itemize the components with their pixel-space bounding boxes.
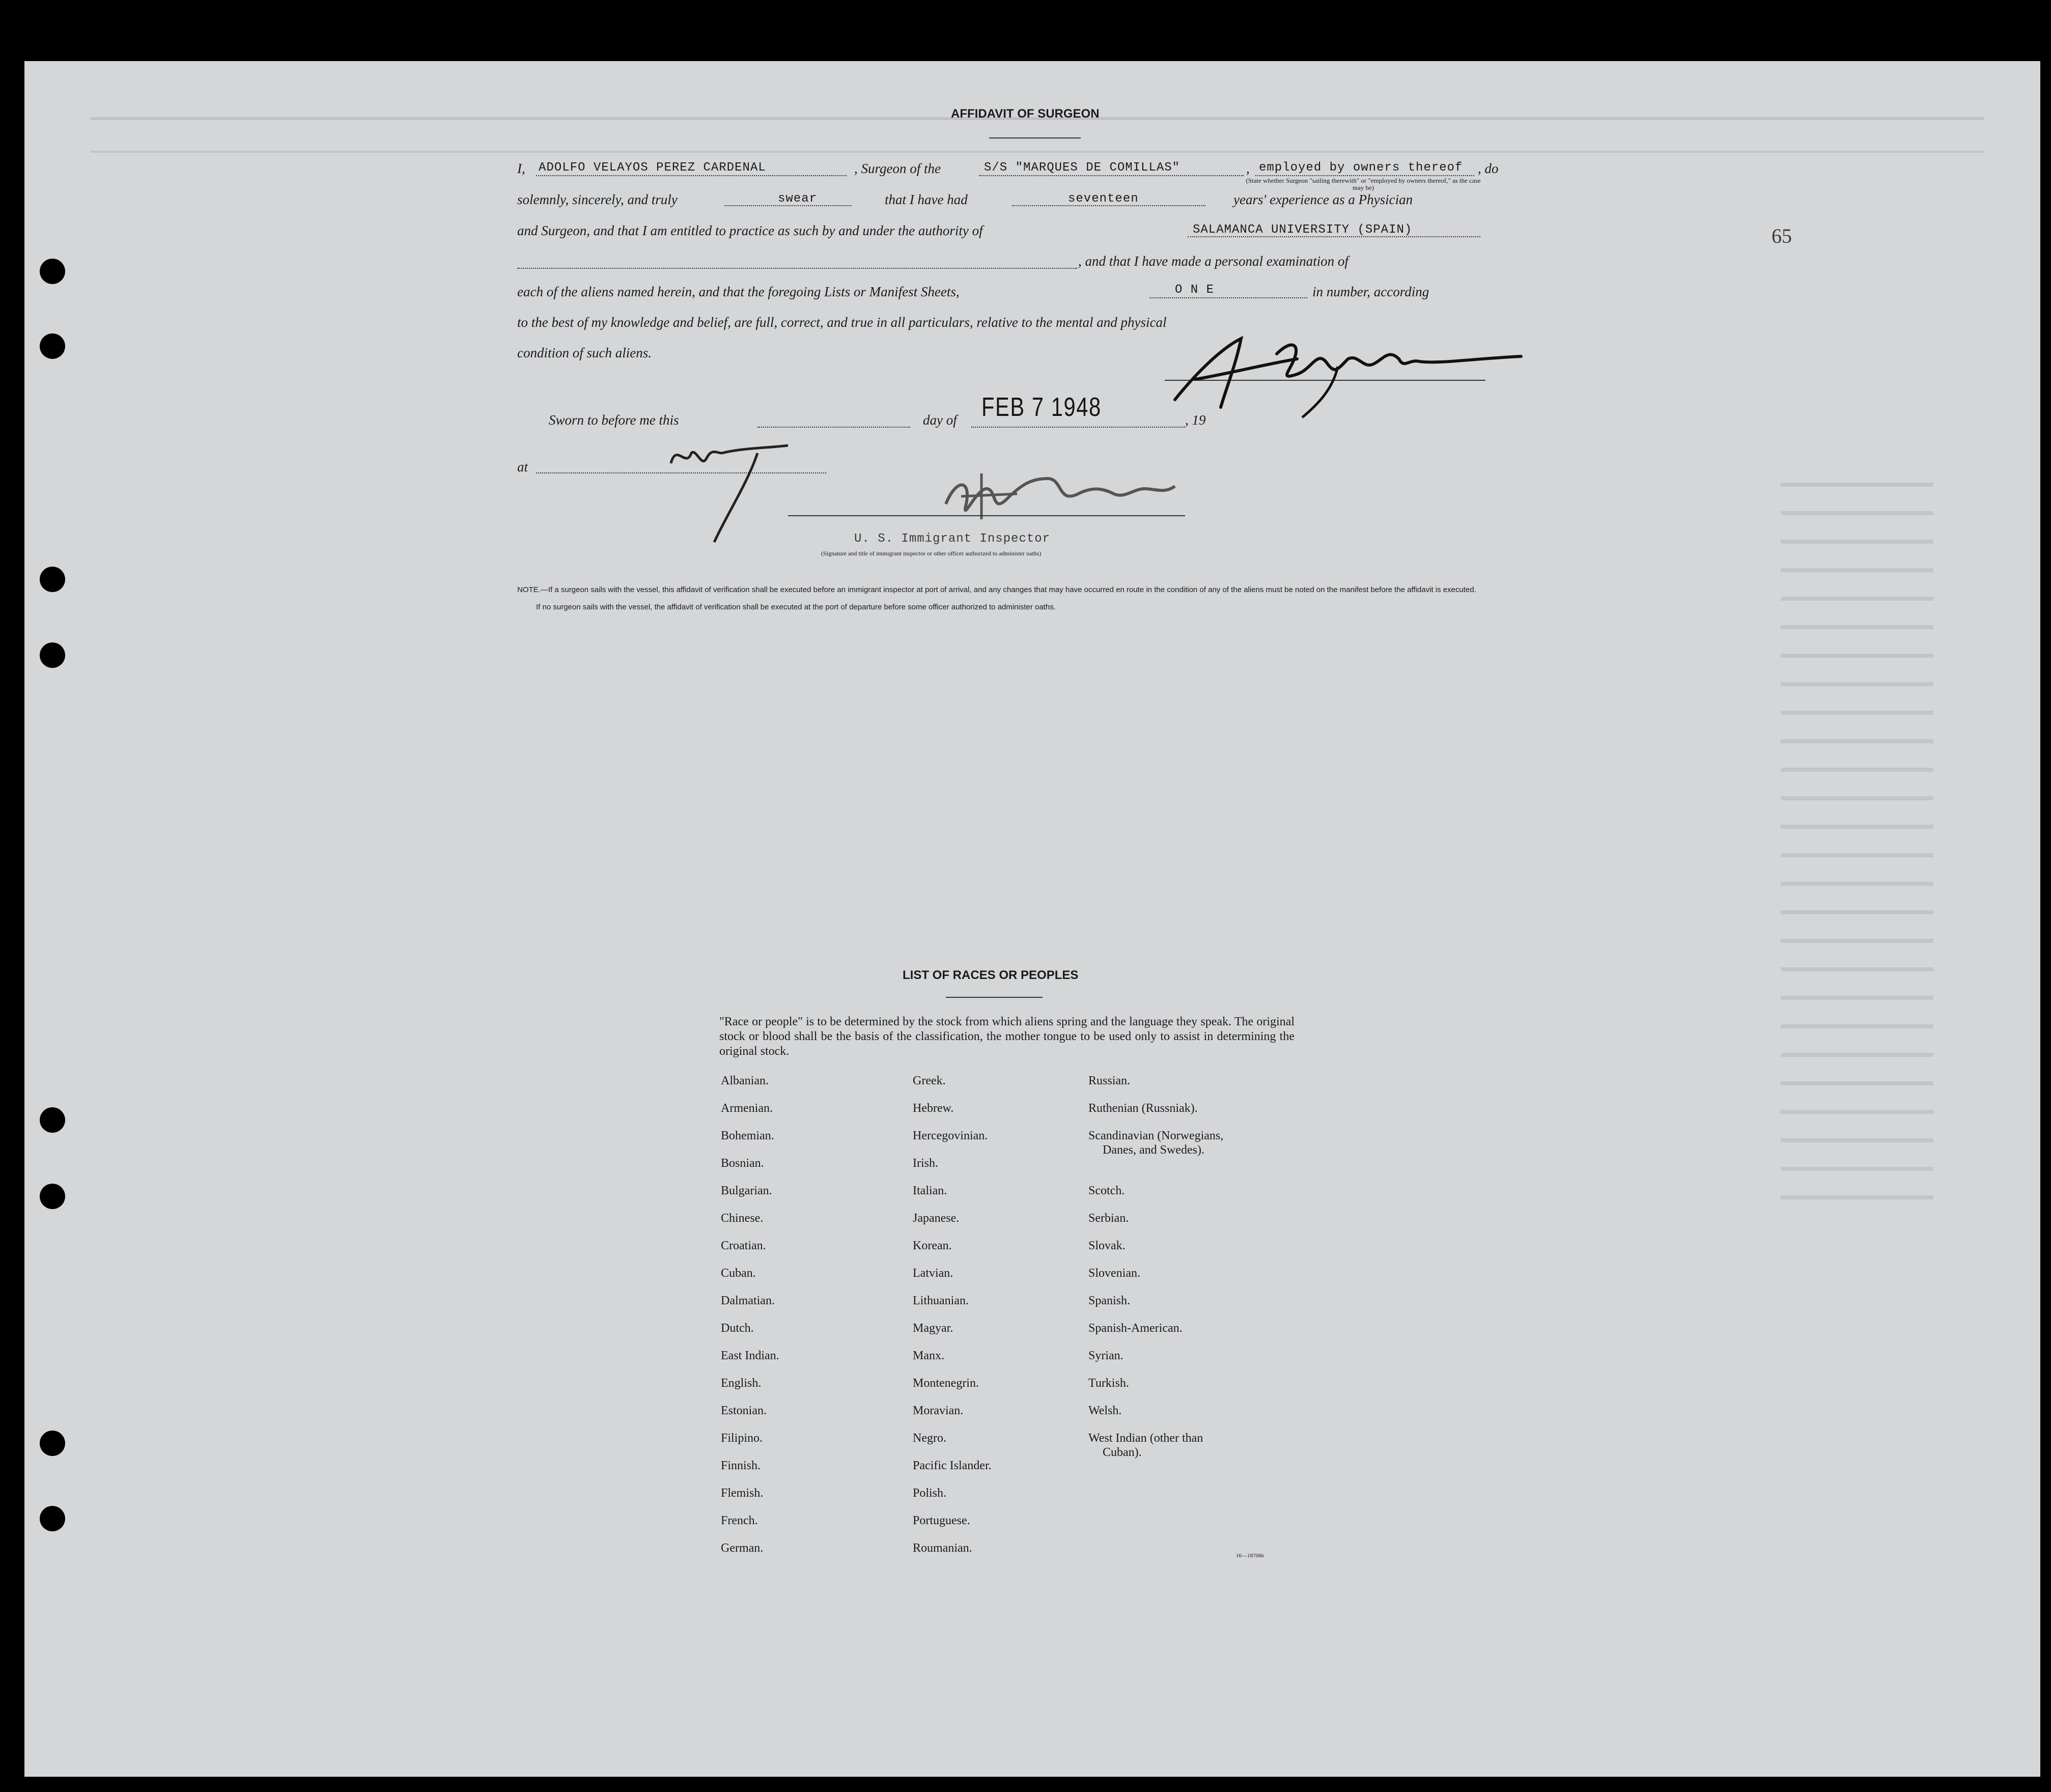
- surgeon-signature: [1165, 318, 1531, 420]
- race-item: Scandinavian (Norwegians,: [1088, 1129, 1224, 1142]
- race-item: Flemish.: [721, 1487, 764, 1500]
- day-of: day of: [923, 412, 957, 428]
- sworn-day-line: [757, 427, 910, 428]
- inspector-signature: [931, 458, 1195, 529]
- race-item: Serbian.: [1088, 1212, 1129, 1225]
- line2-b: that I have had: [885, 192, 968, 207]
- bleed-through-right-column: [1781, 458, 1933, 1222]
- place-handwriting: [666, 433, 798, 545]
- sheets-count: O N E: [1175, 283, 1215, 297]
- race-item: West Indian (other than: [1088, 1432, 1203, 1445]
- years-value: seventeen: [1068, 192, 1139, 206]
- race-item: Latvian.: [913, 1267, 953, 1280]
- employment-line: [1255, 175, 1474, 176]
- race-item: Negro.: [913, 1432, 946, 1445]
- race-item: Syrian.: [1088, 1349, 1123, 1362]
- race-item: Cuban.: [721, 1267, 756, 1280]
- race-item: Japanese.: [913, 1212, 960, 1225]
- binder-hole: [40, 1107, 65, 1133]
- race-item: Chinese.: [721, 1212, 764, 1225]
- inspector-note: (Signature and title of immigrant inspector or other officer authorized to administer oaths): [821, 550, 1042, 557]
- race-item: Lithuanian.: [913, 1294, 969, 1307]
- race-item: Manx.: [913, 1349, 944, 1362]
- race-item: German.: [721, 1542, 764, 1555]
- surgeon-name: ADOLFO VELAYOS PEREZ CARDENAL: [539, 161, 766, 175]
- race-item: Korean.: [913, 1239, 952, 1252]
- race-item: Albanian.: [721, 1074, 769, 1087]
- line3-a: and Surgeon, and that I am entitled to practice as such by and under the authority of: [517, 223, 983, 238]
- race-item: Spanish-American.: [1088, 1322, 1183, 1335]
- line5-b: in number, according: [1312, 284, 1429, 299]
- authority-line-2: [517, 268, 1077, 269]
- line1-end: , do: [1478, 161, 1499, 176]
- race-item: Welsh.: [1088, 1404, 1122, 1417]
- race-item: Pacific Islander.: [913, 1459, 992, 1472]
- line7: condition of such aliens.: [517, 345, 652, 360]
- race-item: Croatian.: [721, 1239, 766, 1252]
- vessel-line: [979, 175, 1244, 176]
- race-item: Danes, and Swedes).: [1103, 1143, 1204, 1157]
- year-prefix: , 19: [1185, 412, 1206, 428]
- line2-a: solemnly, sincerely, and truly: [517, 192, 678, 207]
- line1-prefix: I,: [517, 161, 525, 176]
- race-item: Finnish.: [721, 1459, 761, 1472]
- race-item: Greek.: [913, 1074, 946, 1087]
- race-item: Bulgarian.: [721, 1184, 772, 1197]
- race-item: Slovak.: [1088, 1239, 1126, 1252]
- line2-c: years' experience as a Physician: [1233, 192, 1413, 207]
- affidavit-note: NOTE.—If a surgeon sails with the vessel, this affidavit of verification shall be executed before an immigrant inspector at port of arrival, and any changes that may have occurred en route in the condition of any of the aliens must be noted on the manifest before the affidavit is executed.: [517, 585, 1476, 594]
- race-item: Hebrew.: [913, 1102, 954, 1115]
- line1-mid: , Surgeon of the: [854, 161, 941, 176]
- race-item: Cuban).: [1103, 1446, 1142, 1459]
- line5-a: each of the aliens named herein, and that the foregoing Lists or Manifest Sheets,: [517, 284, 960, 299]
- race-item: Portuguese.: [913, 1514, 970, 1527]
- race-item: Spanish.: [1088, 1294, 1131, 1307]
- race-item: Montenegrin.: [913, 1377, 979, 1390]
- bleed-through-heading: [91, 117, 1984, 153]
- binder-hole: [40, 1184, 65, 1209]
- date-stamp: FEB 7 1948: [981, 393, 1102, 422]
- comma: ,: [1246, 161, 1250, 176]
- affidavit-note-2: If no surgeon sails with the vessel, the affidavit of verification shall be executed at the port of departure before some officer authorized to administer oaths.: [536, 603, 1056, 611]
- employment-status: employed by owners thereof: [1259, 161, 1463, 175]
- race-item: Magyar.: [913, 1322, 953, 1335]
- race-item: Polish.: [913, 1487, 947, 1500]
- race-item: Ruthenian (Russniak).: [1088, 1102, 1198, 1115]
- race-item: Bohemian.: [721, 1129, 774, 1142]
- binder-hole: [40, 642, 65, 668]
- document-page: [24, 61, 2040, 1777]
- title-underline: [989, 137, 1081, 138]
- inspector-signature-line: [788, 515, 1185, 516]
- line6: to the best of my knowledge and belief, are full, correct, and true in all particulars, relative to the mental and physical: [517, 315, 1167, 330]
- race-item: Moravian.: [913, 1404, 964, 1417]
- race-item: Dutch.: [721, 1322, 754, 1335]
- race-item: French.: [721, 1514, 758, 1527]
- race-item: Bosnian.: [721, 1157, 764, 1170]
- employment-note: (State whether Surgeon "sailing therewith" or "employed by owners thereof," as the case may be): [1246, 177, 1481, 191]
- races-title-underline: [946, 997, 1043, 998]
- sworn-prefix: Sworn to before me this: [549, 412, 679, 428]
- binder-hole: [40, 333, 65, 359]
- line4-a: , and that I have made a personal examination of: [1078, 254, 1348, 269]
- race-item: Turkish.: [1088, 1377, 1129, 1390]
- race-item: Estonian.: [721, 1404, 767, 1417]
- race-item: Slovenian.: [1088, 1267, 1140, 1280]
- races-intro: "Race or people" is to be determined by the stock from which aliens spring and the language they speak. The original stock or blood shall be the basis of the classification, the mother tongue to be used only to assist in determining the original stock.: [719, 1015, 1295, 1058]
- race-item: Armenian.: [721, 1102, 773, 1115]
- race-item: East Indian.: [721, 1349, 779, 1362]
- affidavit-title: AFFIDAVIT OF SURGEON: [951, 107, 1100, 121]
- surgeon-name-line: [536, 175, 847, 176]
- races-title: LIST OF RACES OR PEOPLES: [903, 968, 1079, 982]
- race-item: Roumanian.: [913, 1542, 972, 1555]
- binder-hole: [40, 259, 65, 284]
- race-item: Filipino.: [721, 1432, 763, 1445]
- at-label: at: [517, 459, 528, 474]
- form-code: 16—18706b: [1236, 1553, 1264, 1559]
- race-item: Scotch.: [1088, 1184, 1125, 1197]
- binder-hole: [40, 567, 65, 592]
- oath-word: swear: [778, 192, 818, 206]
- race-item: Hercegovinian.: [913, 1129, 988, 1142]
- sheets-line: [1149, 297, 1307, 298]
- authority-value: SALAMANCA UNIVERSITY (SPAIN): [1193, 223, 1413, 237]
- sworn-date-line: [971, 427, 1185, 428]
- page-number: 65: [1772, 225, 1792, 247]
- vessel-name: S/S "MARQUES DE COMILLAS": [984, 161, 1181, 175]
- race-item: Italian.: [913, 1184, 947, 1197]
- inspector-title: U. S. Immigrant Inspector: [854, 532, 1051, 546]
- binder-hole: [40, 1431, 65, 1456]
- race-item: Irish.: [913, 1157, 938, 1170]
- race-item: English.: [721, 1377, 762, 1390]
- binder-hole: [40, 1506, 65, 1531]
- race-item: Dalmatian.: [721, 1294, 775, 1307]
- race-item: Russian.: [1088, 1074, 1131, 1087]
